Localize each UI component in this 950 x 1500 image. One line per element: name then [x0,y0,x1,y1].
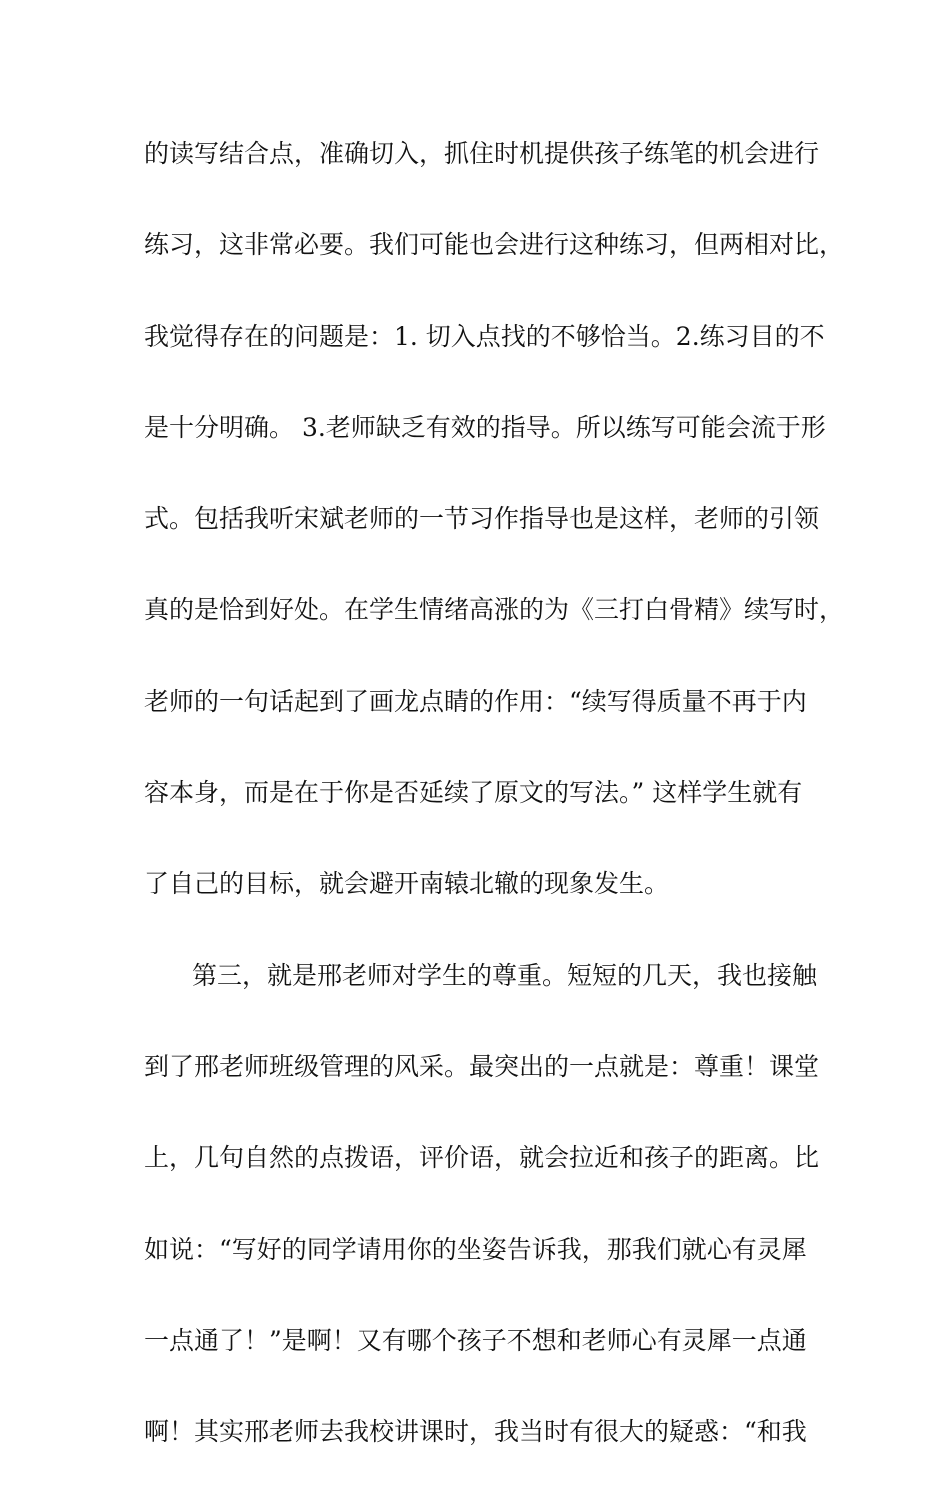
text-line: 是十分明确。 3.老师缺乏有效的指导。所以练写可能会流于形 [144,412,826,442]
body-text [144,131,845,1500]
text-line: 我觉得存在的问题是：1. 切入点找的不够恰当。2.练习目的不 [144,321,825,351]
text-line: 啊！其实邢老师去我校讲课时，我当时有很大的疑惑：“和我 [144,1417,807,1447]
text-line: 了自己的目标，就会避开南辕北辙的现象发生。 [144,869,670,899]
text-line: 式。包括我听宋斌老师的一节习作指导也是这样，老师的引领 [144,504,820,534]
paragraph-start-line: 第三，就是邢老师对学生的尊重。短短的几天，我也接触 [192,960,818,990]
text-line: 上，几句自然的点拨语，评价语，就会拉近和孩子的距离。比 [144,1143,820,1173]
text-line: 容本身，而是在于你是否延续了原文的写法。” 这样学生就有 [144,778,803,808]
text-line: 一点通了！”是啊！又有哪个孩子不想和老师心有灵犀一点通 [144,1325,807,1355]
text-line: 的读写结合点，准确切入，抓住时机提供孩子练笔的机会进行 [144,139,820,168]
text-line: 老师的一句话起到了画龙点睛的作用：“续写得质量不再于内 [144,686,807,716]
text-line: 到了邢老师班级管理的风采。最突出的一点就是：尊重！课堂 [144,1051,820,1081]
text-line: 真的是恰到好处。在学生情绪高涨的为《三打白骨精》续写时， [144,595,845,625]
text-line: 如说：“写好的同学请用你的坐姿告诉我，那我们就心有灵犀 [144,1234,807,1264]
text-line: 练习，这非常必要。我们可能也会进行这种练习，但两相对比， [144,230,845,260]
